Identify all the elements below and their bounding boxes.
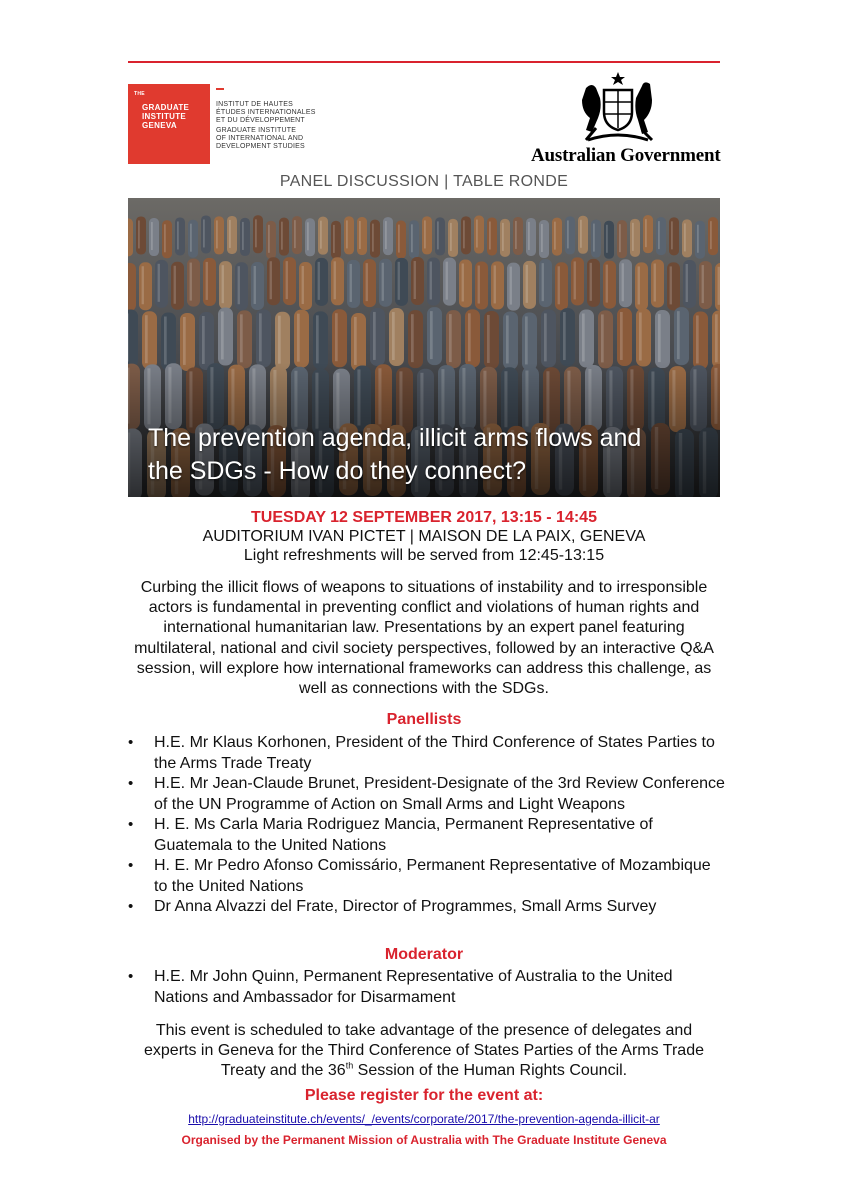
hero-title	[148, 422, 641, 488]
panellist-item: • H.E. Mr Jean-Claude Brunet, President-Designate of the 3rd Review Conference of the UN Programme of Action on Small Arms and Light Weapons	[128, 774, 728, 815]
note-superscript: th	[345, 1061, 354, 1072]
event-refreshments: Light refreshments will be served from 12:45-13:15	[243, 547, 605, 564]
note-text-end: Session of the Human Rights Council.	[353, 1062, 628, 1080]
gi-en-line: DEVELOPMENT STUDIES	[216, 143, 305, 150]
panellists-heading: Panellists	[386, 711, 462, 728]
gi-fr-line: ÉTUDES INTERNATIONALES	[216, 109, 316, 116]
hero-image	[128, 198, 720, 497]
register-heading: Please register for the event at:	[304, 1087, 544, 1104]
gi-en-line: GRADUATE INSTITUTE	[216, 127, 297, 134]
moderator-list	[128, 967, 728, 1008]
gi-dash	[216, 88, 224, 90]
gi-fr-line: INSTITUT DE HAUTES	[216, 101, 293, 108]
header-rule	[128, 61, 720, 63]
hero-title-line: the SDGs - How do they connect?	[148, 457, 526, 485]
gi-logo-line: INSTITUTE	[142, 112, 187, 121]
australian-government-wordmark: Australian Government	[531, 145, 721, 166]
gi-institute-names	[216, 101, 316, 151]
hero-title-line: The prevention agenda, illicit arms flows and	[148, 424, 642, 452]
gi-logo-the: THE	[134, 91, 145, 97]
gi-logo-line: GENEVA	[142, 121, 177, 130]
panellist-item: • H.E. Mr Klaus Korhonen, President of the Third Conference of States Parties to the Arms Trade Treaty	[128, 733, 728, 774]
organiser-footer: Organised by the Permanent Mission of Australia with The Graduate Institute Geneva	[181, 1133, 667, 1147]
panellist-item: • H. E. Mr Pedro Afonso Comissário, Permanent Representative of Mozambique to the United Nations	[128, 856, 728, 897]
panellists-list	[128, 733, 728, 918]
moderator-heading: Moderator	[384, 946, 464, 963]
coat-of-arms-icon	[568, 70, 668, 146]
panellist-item: • H. E. Ms Carla Maria Rodriguez Mancia, Permanent Representative of Guatemala to the United Nations	[128, 815, 728, 856]
panellist-item: • Dr Anna Alvazzi del Frate, Director of Programmes, Small Arms Survey	[128, 897, 728, 918]
gi-fr-line: ET DU DÉVELOPPEMENT	[216, 117, 305, 124]
note-text: This event is scheduled to take advantage of the presence of delegates and experts in Geneva for the Third Conference of States Parties of the Arms Trade Treaty and the 36	[144, 1022, 704, 1080]
gi-en-line: OF INTERNATIONAL AND	[216, 135, 304, 142]
event-description: Curbing the illicit flows of weapons to situations of instability and to irresponsible actors is fundamental in preventing conflict and violations of human rights and international humanitarian law. Presentations by an expert panel featuring multilateral, national and civil society perspectives, followed by an interactive Q&A session, will explore how international frameworks can address this challenge, as well as connections with the SDGs.	[134, 579, 714, 698]
event-date: TUESDAY 12 SEPTEMBER 2017, 13:15 - 14:45	[251, 509, 597, 526]
moderator-item: • H.E. Mr John Quinn, Permanent Representative of Australia to the United Nations and Ambassador for Disarmament	[128, 967, 728, 1008]
event-venue: AUDITORIUM IVAN PICTET | MAISON DE LA PAIX, GENEVA	[202, 528, 646, 545]
graduate-institute-logo[interactable]	[128, 84, 210, 164]
event-note	[128, 1021, 720, 1082]
gi-logo-line: GRADUATE	[142, 103, 190, 112]
panel-discussion-label: PANEL DISCUSSION | TABLE RONDE	[279, 173, 569, 190]
registration-link[interactable]: http://graduateinstitute.ch/events/_/events/corporate/2017/the-prevention-agenda-illicit-ar	[188, 1112, 660, 1126]
